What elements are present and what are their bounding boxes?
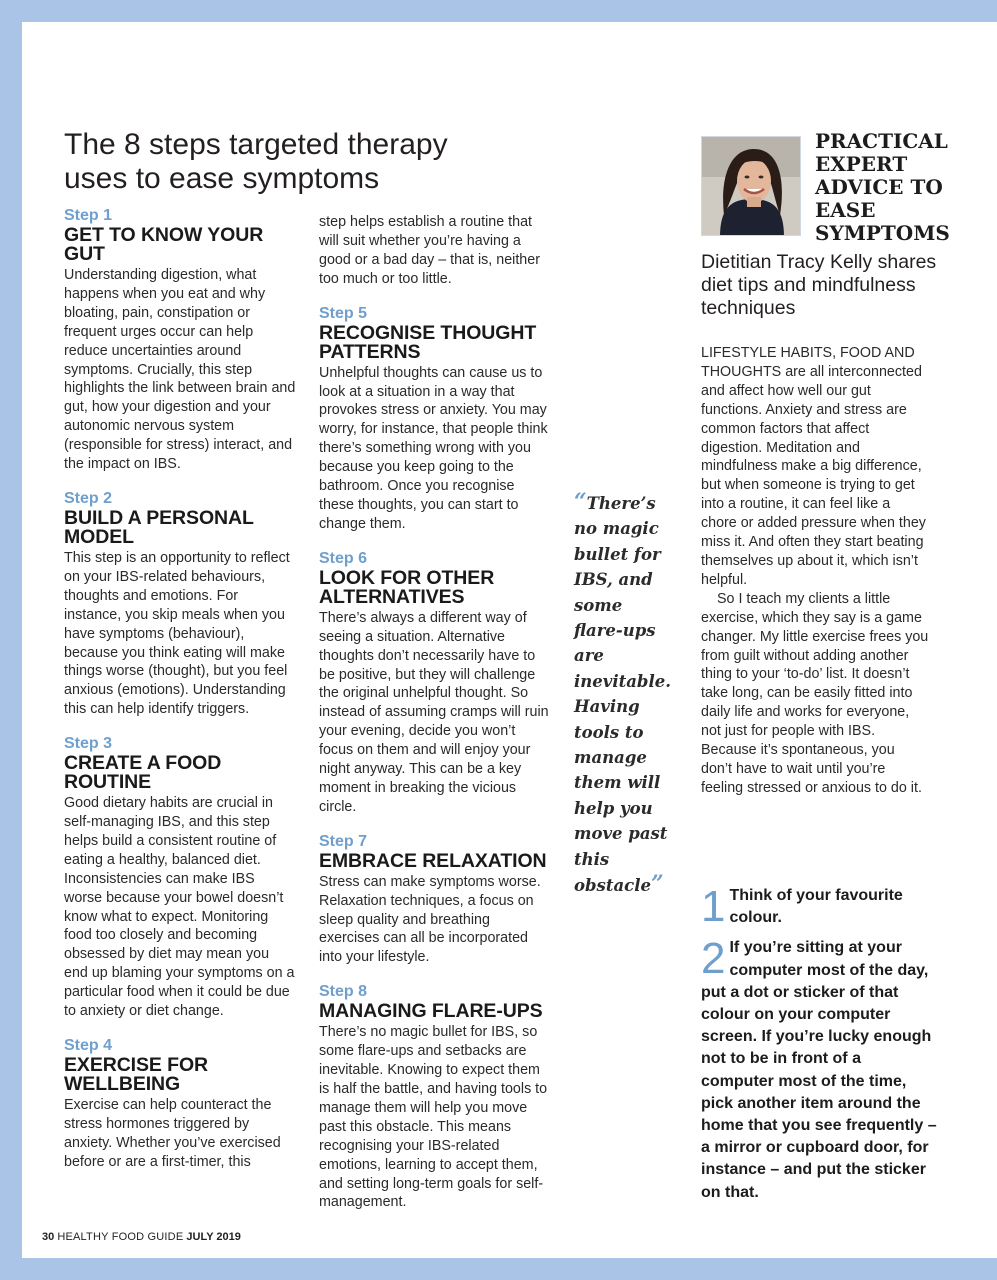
step-number: Step 2 (64, 489, 113, 507)
tip-item (701, 882, 937, 931)
expert-portrait (701, 136, 801, 236)
step-2 (64, 489, 296, 719)
portrait-illustration (702, 137, 801, 236)
step-5 (319, 304, 551, 534)
tip-text: If you’re sitting at your computer most of the day, put a dot or sticker of that colour on your computer screen. If you’re lucky enough not to be in front of a computer most of the time, pick another item around the home that you see frequently – a mirror or cupboard door, for instance – and put the sticker on that. (701, 939, 937, 1201)
tip-text: Think of your favourite colour. (729, 887, 903, 927)
step-6 (319, 549, 551, 817)
pull-quote (574, 490, 670, 899)
step-title: BUILD A PERSONAL MODEL (64, 506, 254, 548)
step-4-continued (319, 213, 551, 289)
step-text: Stress can make symptoms worse. Relaxation techniques, a focus on sleep quality and breathing exercises can all be incorporated into your lifestyle. (319, 873, 541, 966)
page-headline: The 8 steps targeted therapy uses to ease symptoms (64, 128, 448, 195)
step-text: Exercise can help counteract the stress hormones triggered by anxiety. Whether you’ve exercised before or are a first-timer, this (64, 1097, 281, 1170)
sidebar-paragraph-1: LIFESTYLE HABITS, FOOD AND THOUGHTS are all interconnected and affect how well our gut functions. Anxiety and stress are common factors that affect digestion. Meditation and mindfulness make a big difference, but when someone is trying to get into a routine, it can feel like a chore or added pressure when they miss it. And often they start beating themselves up about it, which isn’t helpful. (701, 345, 926, 588)
step-number: Step 7 (319, 832, 368, 850)
step-1 (64, 206, 296, 474)
step-number: Step 3 (64, 735, 113, 753)
step-number: Step 5 (319, 304, 368, 322)
step-text: Good dietary habits are crucial in self-managing IBS, and this step helps build a consistent routine of eating a healthy, balanced diet. Inconsistencies can make IBS worse because your bowel doesn’t know what to expect. Monitoring food too closely and becoming obsessed by diet may mean you end up blaming your symptoms on a particular food when it could be due to anxiety or diet change. (64, 795, 295, 1020)
tip-item (701, 934, 937, 1203)
open-quote-icon: “ (574, 489, 587, 515)
step-number: Step 1 (64, 207, 113, 224)
step-3 (64, 734, 296, 1021)
tip-number: 2 (701, 934, 726, 984)
step-title: GET TO KNOW YOUR GUT (64, 224, 264, 265)
step-text: Unhelpful thoughts can cause us to look at a situation in a way that provokes stress or anxiety. You may worry, for instance, that people think there’s something wrong with you because you keep going to the bathroom. Once you recognise these thoughts, you can start to change them. (319, 364, 548, 532)
step-title: EXERCISE FOR WELLBEING (64, 1054, 208, 1095)
step-7 (319, 832, 551, 968)
issue-date: JULY 2019 (186, 1231, 241, 1243)
sidebar-subtitle: Dietitian Tracy Kelly shares diet tips and mindfulness techniques (701, 251, 937, 319)
step-title: EMBRACE RELAXATION (319, 849, 547, 872)
close-quote-icon: ” (650, 871, 664, 898)
step-title: RECOGNISE THOUGHT PATTERNS (319, 321, 537, 363)
pull-quote-text: There’s no magic bullet for IBS, and some flare-ups are inevitable. Having tools to manage them will help you move past this obstacle (574, 494, 671, 896)
step-title: LOOK FOR OTHER ALTERNATIVES (319, 566, 495, 608)
tip-number: 1 (701, 882, 726, 931)
step-text: Understanding digestion, what happens when you eat and why bloating, pain, constipation or frequent urges occur can help reduce uncertainties around symptoms. Crucially, this step highlights the link between brain and gut, how your digestion and your autonomic nervous system (responsible for stress) interact, and the impact on IBS. (64, 267, 296, 473)
step-text: There’s no magic bullet for IBS, so some flare-ups and setbacks are inevitable. Knowing to expect them is half the battle, and having tools to manage them will help you move past this obstacle. This means recognising your IBS-related emotions, learning to accept them, and setting long-term goals for self-management. (319, 1024, 548, 1211)
page-number: 30 (42, 1231, 55, 1243)
step-title: CREATE A FOOD ROUTINE (64, 752, 222, 794)
step-number: Step 6 (319, 549, 368, 567)
step-number: Step 4 (64, 1037, 113, 1054)
sidebar-paragraph-2: So I teach my clients a little exercise, which they say is a game changer. My little exercise frees you from guilt without adding another thing to your ‘to-do’ list. It doesn’t take long, can be easily fitted into daily life and works for everyone, not just for people with IBS. Because it’s spontaneous, you don’t have to wait until you’re feeling stressed or anxious to do it. (701, 590, 929, 796)
step-text: step helps establish a routine that will suit whether you’re having a good or a bad day – that is, neither too much or too little. (319, 214, 540, 287)
sidebar-title: PRACTICAL EXPERT ADVICE TO EASE SYMPTOMS (815, 129, 950, 245)
step-number: Step 8 (319, 983, 368, 1001)
step-title: MANAGING FLARE-UPS (319, 1000, 543, 1023)
step-text: There’s always a different way of seeing a situation. Alternative thoughts don’t necessarily have to be positive, but they will challenge the original unhelpful thought. So instead of assuming cramps will ruin your evening, decide you won’t focus on them and will enjoy your night anyway. This can be a key moment in breaking the vicious circle. (319, 609, 549, 815)
step-4 (64, 1036, 296, 1172)
column-2 (319, 213, 551, 1227)
magazine-name: HEALTHY FOOD GUIDE (57, 1231, 184, 1243)
step-text: This step is an opportunity to reflect on your IBS-related behaviours, thoughts and emotions. For instance, you skip meals when you have symptoms (behaviour), because you think eating will make things worse (thought), but you feel anxious (emotions). Understanding this can help identify triggers. (64, 549, 290, 718)
column-1 (64, 206, 296, 1187)
step-8 (319, 982, 551, 1212)
page-footer (42, 1231, 241, 1243)
sidebar-body (701, 344, 929, 798)
tips-list (701, 882, 937, 1212)
